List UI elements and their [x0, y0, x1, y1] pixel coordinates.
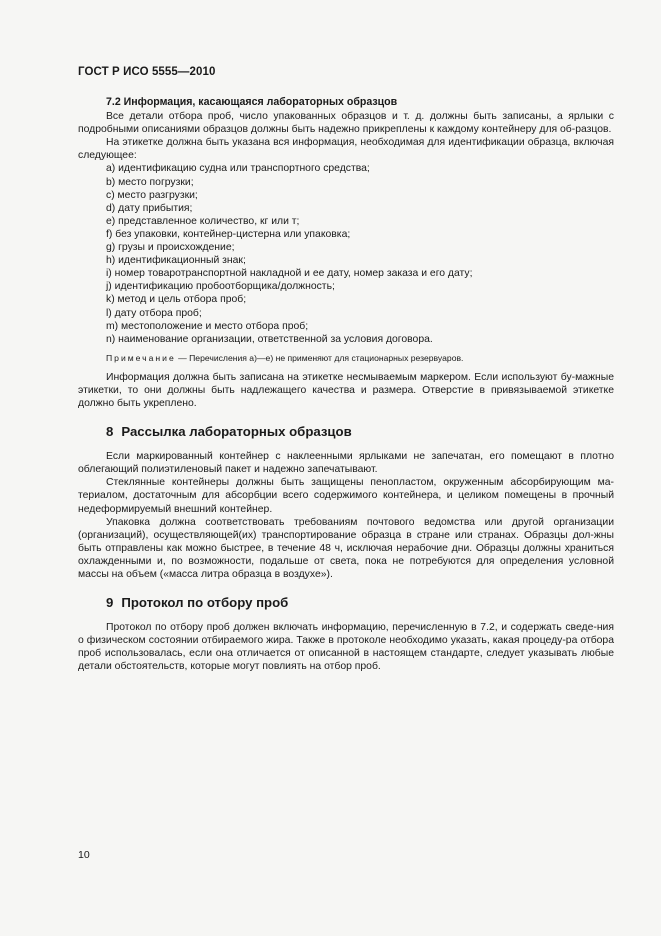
note-label: Примечание [106, 352, 176, 363]
paragraph: Все детали отбора проб, число упакованных образцов и т. д. должны быть записаны, а ярлыки с подробными описаниями образцов должны быть надежно прикреплены к каждому контейнеру для об-разцов. [78, 111, 614, 136]
section-number: 8 [106, 424, 114, 440]
document-header: ГОСТ Р ИСО 5555—2010 [78, 66, 216, 78]
section-title: Рассылка лабораторных образцов [121, 424, 352, 440]
note [78, 352, 614, 365]
document-body [78, 96, 614, 673]
paragraph: На этикетке должна быть указана вся информация, необходимая для идентификации образца, включая следующее: [78, 137, 614, 162]
note-text: — Перечисления a)—e) не применяют для стационарных резервуаров. [175, 352, 464, 363]
list-item: n) наименование организации, ответственной за условия договора. [106, 333, 433, 345]
paragraph: Если маркированный контейнер с наклеенными ярлыками не запечатан, его помещают в плотно облегающий полиэтиленовый пакет и надежно запечатывают. [78, 451, 614, 476]
section-7-2-heading: 7.2 Информация, касающаяся лабораторных образцов [106, 96, 398, 108]
paragraph: Стеклянные контейнеры должны быть защищены пенопластом, окруженным абсорбирующим ма-териалом, достаточным для абсорбции всего содержимого контейнера, и целиком помещены в прочный недеформируемый внешний контейнер. [78, 477, 614, 515]
list-item: i) номер товаротранспортной накладной и ее дату, номер заказа и его дату; [106, 268, 473, 280]
paragraph: Упаковка должна соответствовать требованиям почтового ведомства или другой организации (организаций), осуществляющей(их) транспортирование образца в стране или странах. Образцы дол-жны быть отправлены как можно быстрее, в течение 48 ч, исключая нерабочие дни. Образцы должны храниться охлажденными и, по возможности, подальше от света, пока не потребуются для определения условной массы на объем («масса литра образца в воздухе»). [78, 516, 614, 580]
page-number: 10 [78, 849, 90, 861]
section-number: 9 [106, 595, 114, 611]
section-title: Протокол по отбору проб [121, 595, 289, 611]
list-item: b) место погрузки; [106, 176, 194, 188]
section-8-heading [78, 424, 614, 440]
list-item: j) идентификацию пробоотборщика/должность; [106, 281, 335, 293]
list-item: f) без упаковки, контейнер-цистерна или упаковка; [106, 228, 351, 240]
list-item: c) место разгрузки; [106, 189, 198, 201]
label-info-list [78, 162, 614, 345]
list-item: g) грузы и происхождение; [106, 242, 235, 254]
list-item: l) дату отбора проб; [106, 307, 202, 319]
list-item: d) дату прибытия; [106, 202, 193, 214]
list-item: e) представленное количество, кг или т; [106, 215, 300, 227]
list-item: h) идентификационный знак; [106, 255, 246, 267]
paragraph: Информация должна быть записана на этикетке несмываемым маркером. Если используют бу-мажные этикетки, то они должны быть надлежащего качества и размера. Отверстие в привязываемой этикетке должно быть укреплено. [78, 371, 614, 410]
list-item: k) метод и цель отбора проб; [106, 294, 247, 306]
section-9-heading [78, 595, 614, 611]
paragraph: Протокол по отбору проб должен включать информацию, перечисленную в 7.2, и содержать сведе-ния о физическом состоянии отбираемого жира. Также в протоколе необходимо указать, какая процеду-ра отбора проб использовалась, если она отличается от описанной в настоящем стандарте, следует указывать любые детали обстоятельств, которые могут повлиять на отбор проб. [78, 622, 614, 673]
list-item: a) идентификацию судна или транспортного средства; [106, 163, 370, 175]
list-item: m) местоположение и место отбора проб; [106, 320, 309, 332]
